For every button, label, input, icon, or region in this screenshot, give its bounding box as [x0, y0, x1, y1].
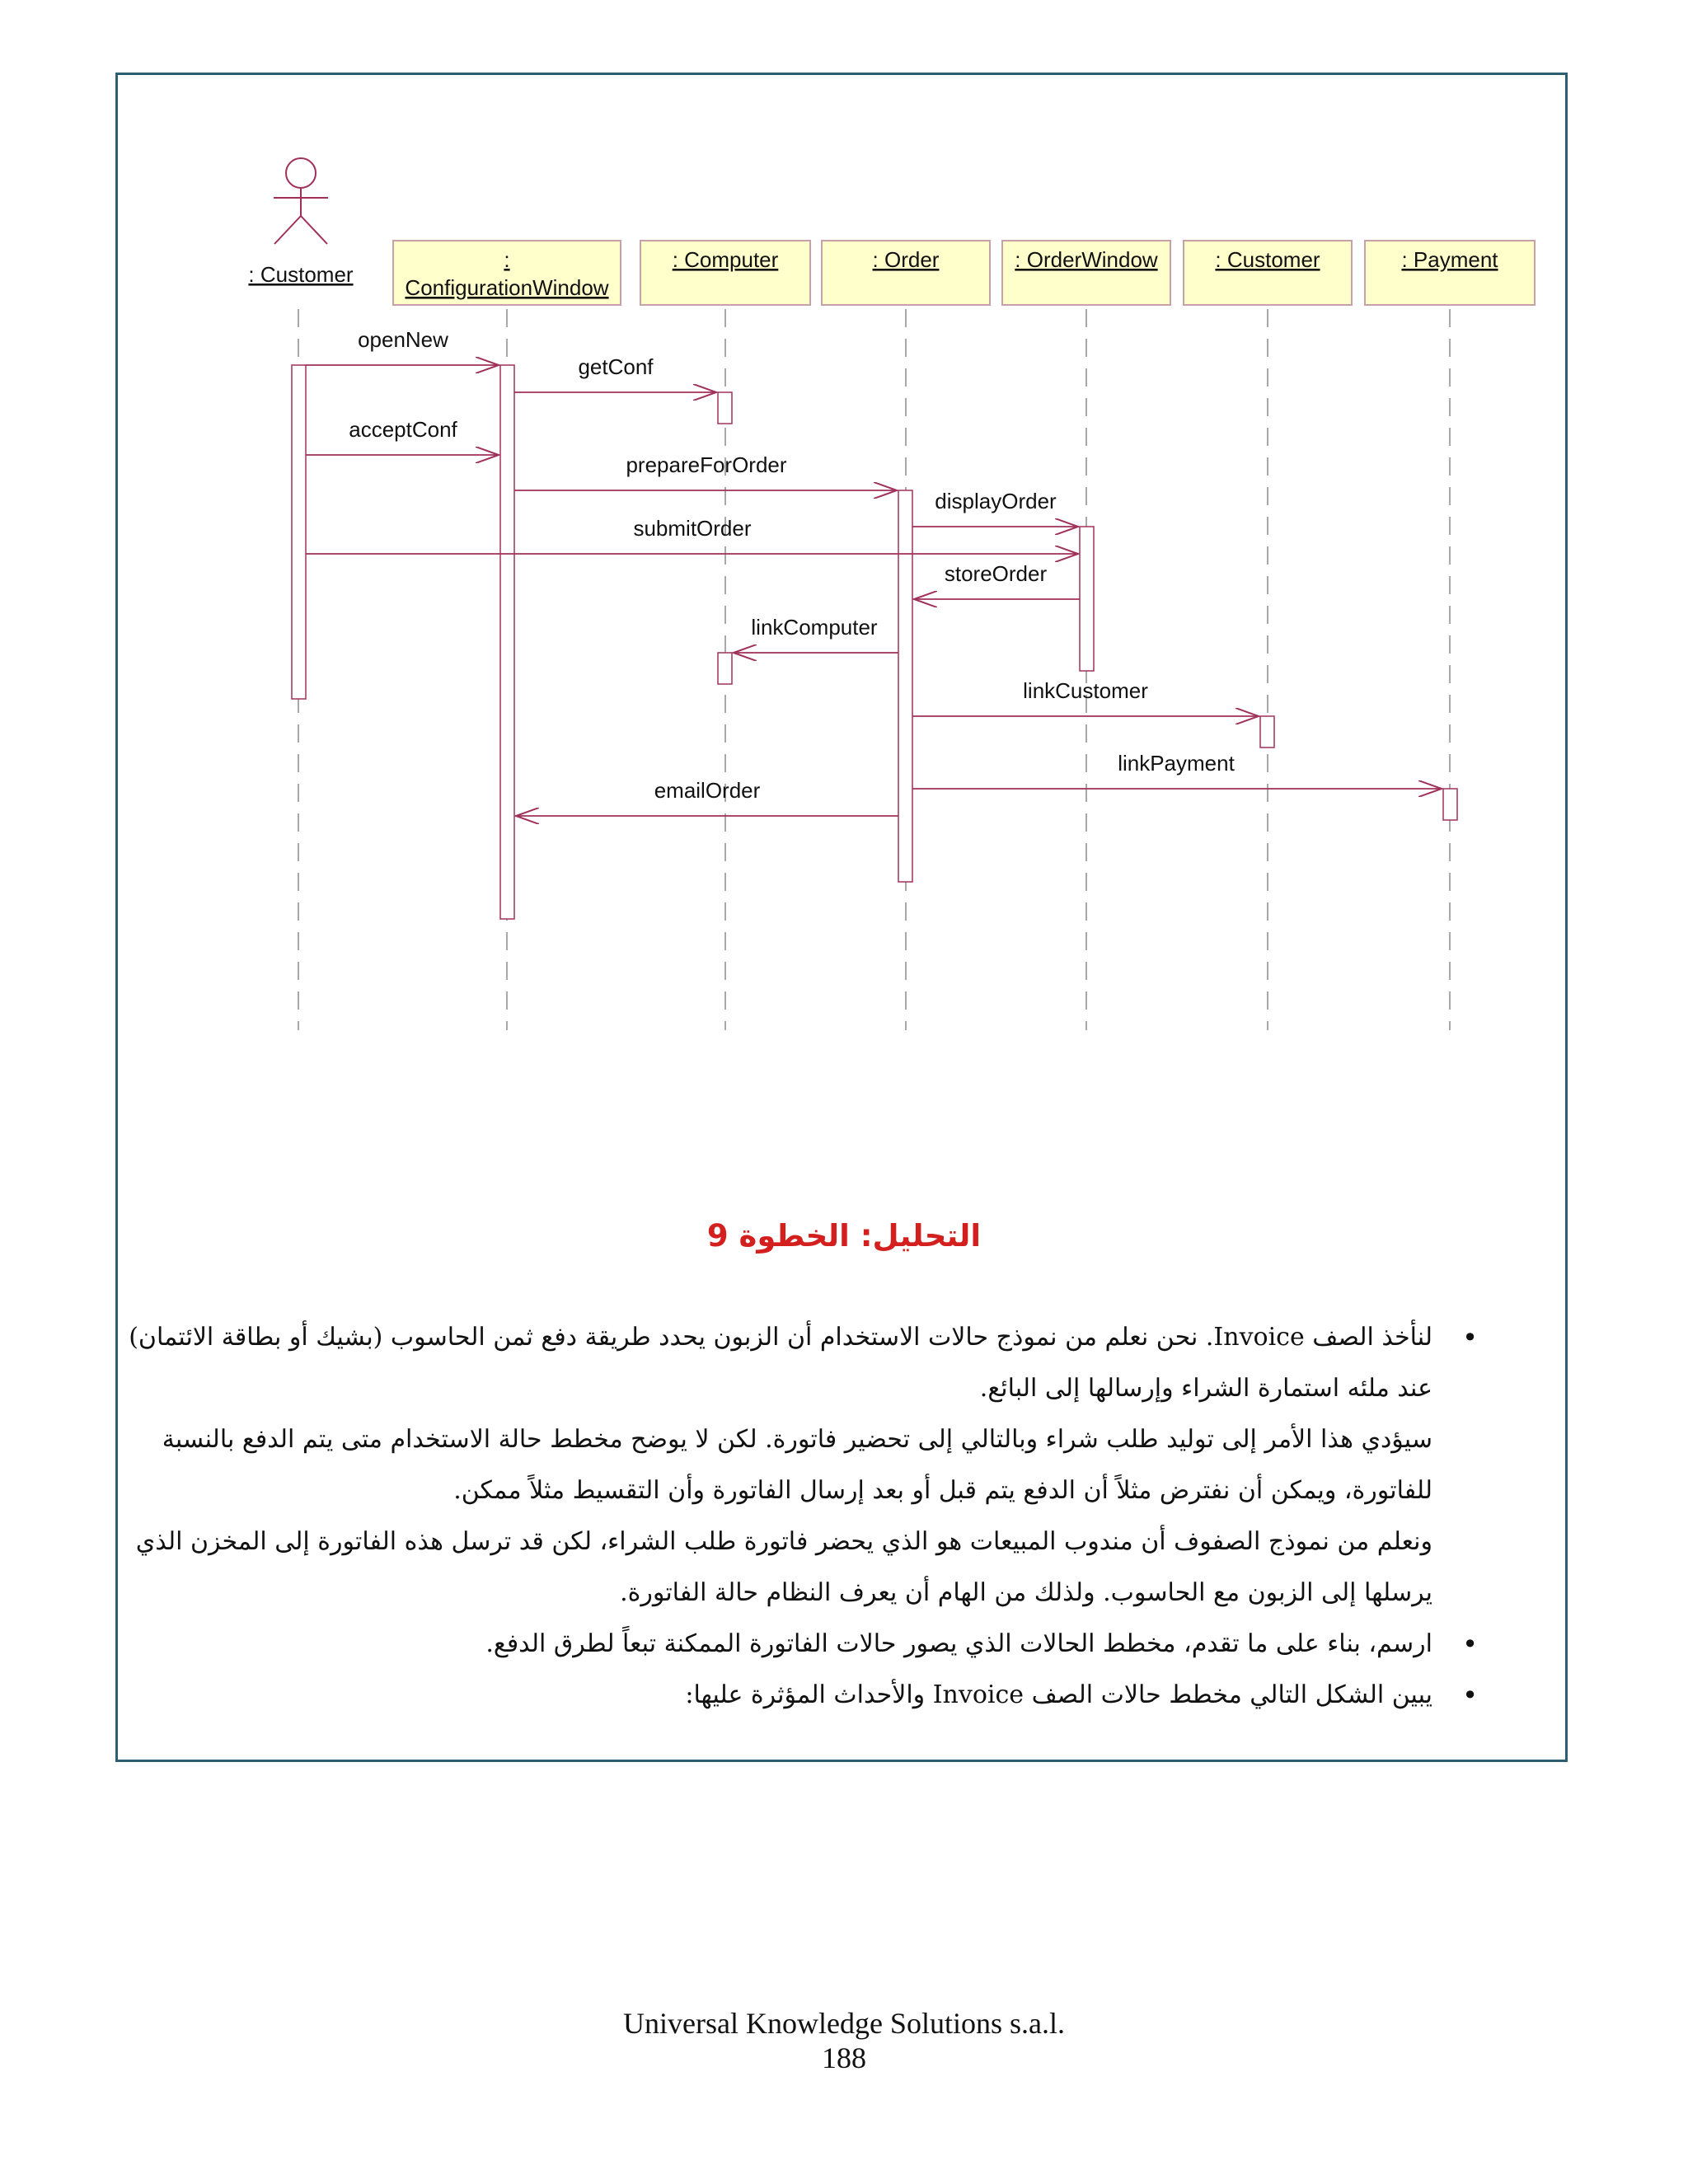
bullet-3-marker: • — [1462, 1680, 1478, 1711]
actor-label: : Customer — [248, 262, 354, 287]
bullet-1-line-1: لنأخذ الصف Invoice. نحن نعلم من نموذج حالات الاستخدام أن الزبون يحدد طريقة دفع ثمن الحاسوب (بشيك أو بطاقة الائتمان) — [129, 1323, 1432, 1352]
computer-label: : Computer — [672, 247, 779, 272]
sequence-diagram — [0, 0, 1688, 1071]
order-label: : Order — [872, 247, 940, 272]
paragraph-3-line-1: ونعلم من نموذج الصفوف أن مندوب المبيعات هو الذي يحضر فاتورة طلب الشراء، لكن قد ترسل هذه الفاتورة إلى المخزن الذي — [135, 1527, 1432, 1556]
bullet-3-text: يبين الشكل التالي مخطط حالات الصف Invoice والأحداث المؤثرة عليها: — [685, 1680, 1432, 1709]
actor-icon — [274, 158, 328, 244]
bullet-1-marker: • — [1462, 1322, 1478, 1353]
bullet-1-line-2: عند ملئه استمارة الشراء وإرسالها إلى البائع. — [979, 1374, 1432, 1403]
activation-computer-2 — [718, 653, 732, 684]
lifelines — [298, 309, 1450, 1030]
footer-publisher: Universal Knowledge Solutions s.a.l. — [623, 2007, 1065, 2040]
activation-customer — [292, 365, 306, 699]
msg-preparefororder-label: prepareForOrder — [626, 452, 787, 477]
section-heading: التحليل: الخطوة 9 — [706, 1218, 982, 1254]
activation-customer-object — [1260, 716, 1274, 748]
msg-linkcomputer-label: linkComputer — [751, 615, 878, 640]
msg-storeorder-label: storeOrder — [944, 561, 1048, 586]
bullet-2-text: ارسم، بناء على ما تقدم، مخطط الحالات الذي يصور حالات الفاتورة الممكنة تبعاً لطرق الدفع. — [485, 1629, 1432, 1658]
paragraph-2-line-1: سيؤدي هذا الأمر إلى توليد طلب شراء وبالتالي إلى تحضير فاتورة. لكن لا يوضح مخطط حالة الاستخدام متى يتم الدفع بالنسبة — [162, 1425, 1432, 1454]
payment-label: : Payment — [1401, 247, 1498, 272]
customer-object-label: : Customer — [1215, 247, 1320, 272]
msg-opennew-label: openNew — [358, 327, 448, 352]
msg-linkcustomer-label: linkCustomer — [1023, 678, 1148, 703]
activation-payment — [1443, 789, 1457, 820]
paragraph-2-line-2: للفاتورة، ويمكن أن نفترض مثلاً أن الدفع يتم قبل أو بعد إرسال الفاتورة وأن التقسيط مثلاً ممكن. — [453, 1476, 1432, 1505]
msg-emailorder-label: emailOrder — [654, 778, 761, 803]
footer-page-number: 188 — [822, 2041, 866, 2074]
activation-configwindow — [500, 365, 514, 919]
activation-computer-1 — [718, 392, 732, 424]
activation-order — [898, 490, 912, 882]
msg-displayorder-label: displayOrder — [935, 489, 1057, 513]
activation-orderwindow — [1080, 527, 1094, 671]
bullet-2-marker: • — [1462, 1629, 1478, 1660]
msg-acceptconf-label: acceptConf — [349, 417, 457, 442]
orderwindow-label: : OrderWindow — [1015, 247, 1158, 272]
msg-getconf-label: getConf — [578, 354, 654, 379]
config-label-line2: ConfigurationWindow — [405, 275, 609, 300]
config-label-line1: : — [504, 247, 510, 272]
msg-submitorder-label: submitOrder — [633, 516, 752, 541]
msg-linkpayment-label: linkPayment — [1118, 751, 1235, 776]
paragraph-3-line-2: يرسلها إلى الزبون مع الحاسوب. ولذلك من الهام أن يعرف النظام حالة الفاتورة. — [620, 1578, 1432, 1607]
